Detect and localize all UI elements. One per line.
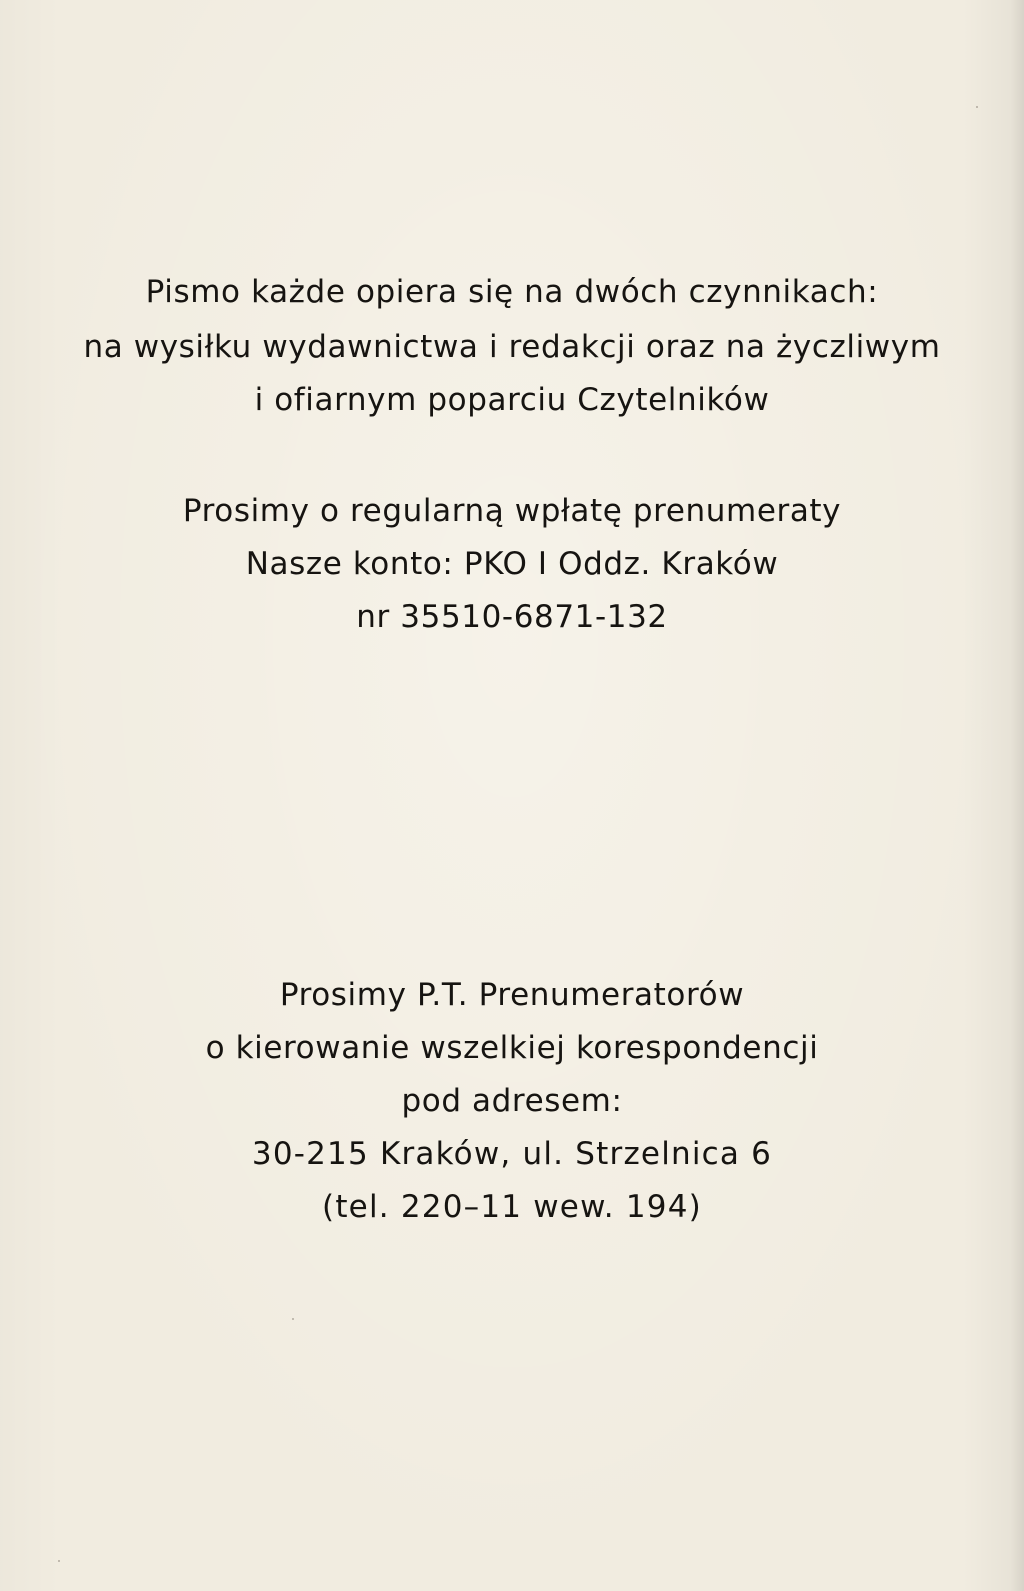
correspondence-line-3: pod adresem: xyxy=(401,1083,623,1119)
page-edge-shadow xyxy=(1010,0,1024,1591)
paper-speck xyxy=(292,1318,294,1320)
correspondence-line-2: o kierowanie wszelkiej korespondencji xyxy=(205,1030,819,1066)
appeal-line-3: i ofiarnym poparciu Czytelników xyxy=(254,382,770,418)
account-number-line: nr 35510-6871-132 xyxy=(356,599,668,635)
address-line: 30-215 Kraków, ul. Strzelnica 6 xyxy=(251,1136,773,1172)
subscription-line-1: Prosimy o regularną wpłatę prenumeraty xyxy=(182,493,842,529)
paper-speck xyxy=(58,1560,60,1562)
bank-account-line: Nasze konto: PKO I Oddz. Kraków xyxy=(245,546,779,582)
appeal-line-2: na wysiłku wydawnictwa i redakcji oraz na życzliwym xyxy=(83,329,941,365)
appeal-line-1: Pismo każde opiera się na dwóch czynnikach: xyxy=(145,274,879,310)
correspondence-line-1: Prosimy P.T. Prenumeratorów xyxy=(279,977,745,1013)
paper-speck xyxy=(976,106,978,108)
phone-line: (tel. 220–11 wew. 194) xyxy=(322,1189,702,1225)
